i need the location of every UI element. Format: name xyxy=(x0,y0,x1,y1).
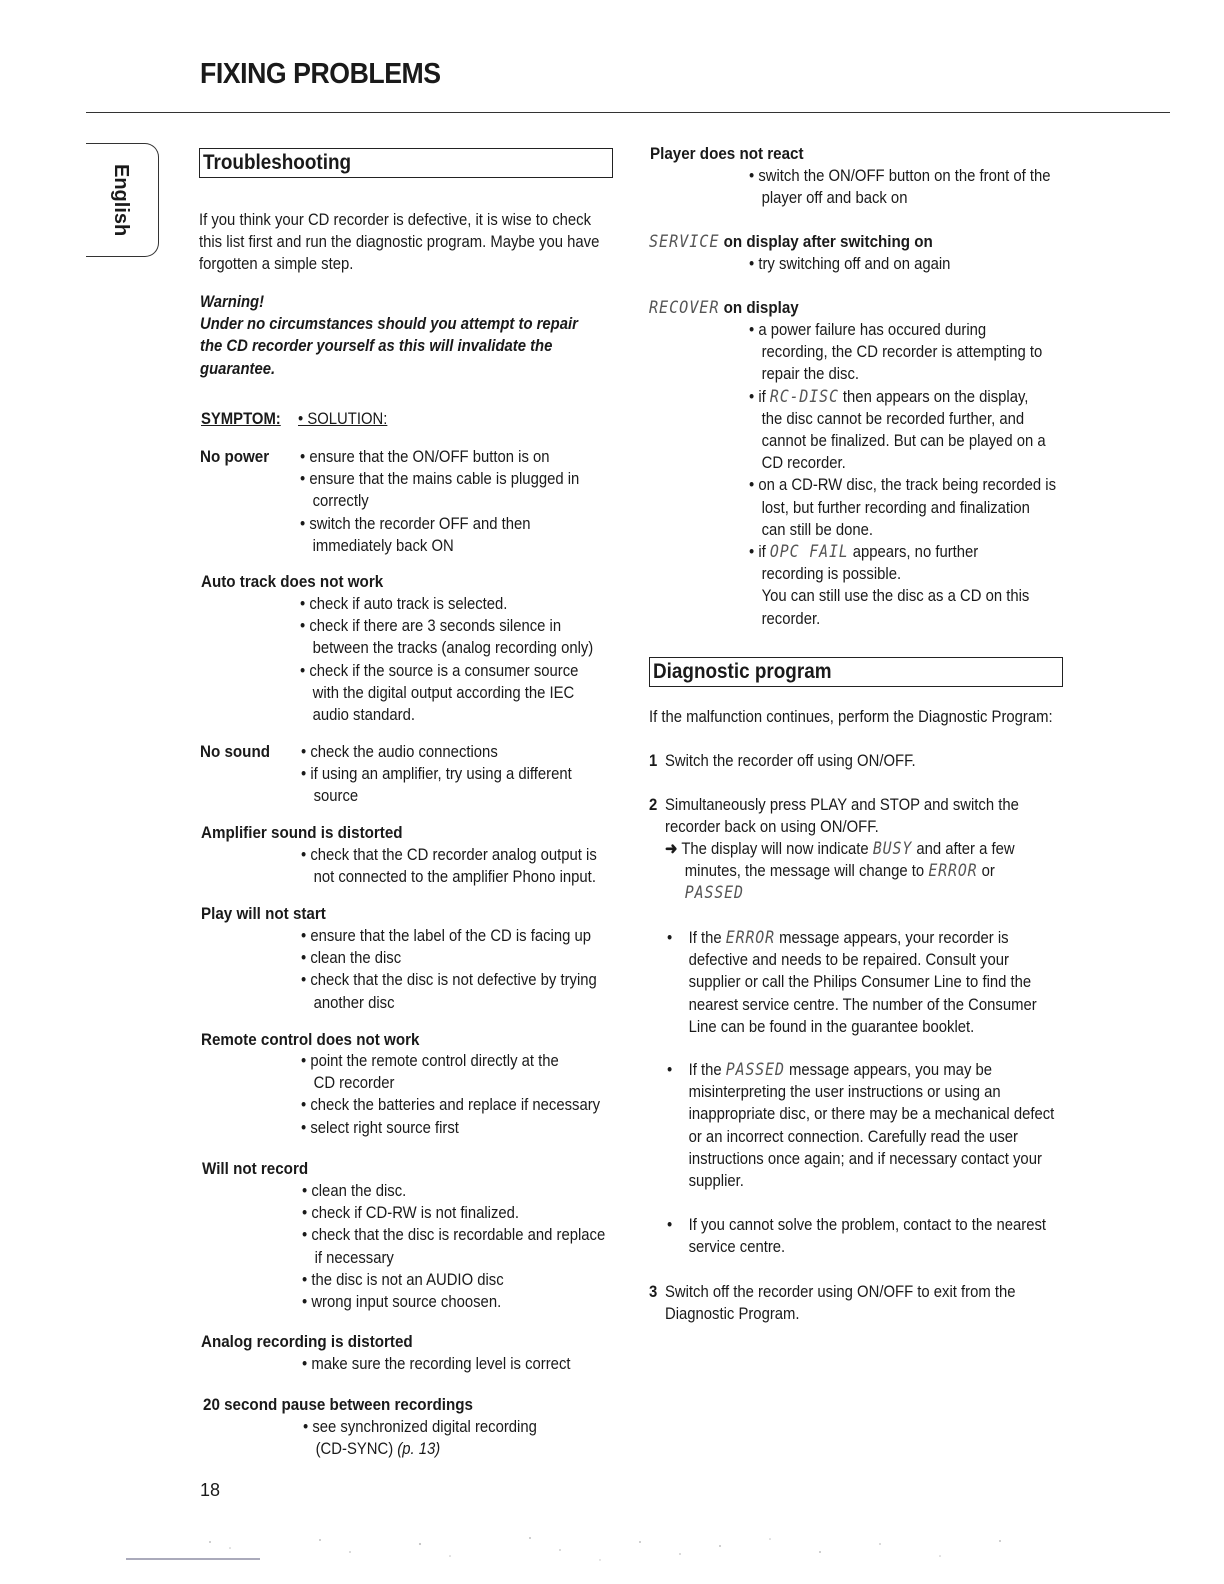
no-sound-solutions: • check the audio connections • if using an amplifier, try using a different source xyxy=(301,741,572,808)
step-1-number: 1 xyxy=(649,752,658,770)
pause-solutions: • see synchronized digital recording (CD-SYNC) (p. 13) xyxy=(303,1416,537,1460)
no-power-solutions: • ensure that the ON/OFF button is on • ensure that the mains cable is plugged in correctly • switch the recorder OFF and then immediately back ON xyxy=(300,446,579,557)
language-tab-label: English xyxy=(110,164,132,237)
remote-solutions: • point the remote control directly at the CD recorder • check the batteries and replace if necessary • select right source first xyxy=(301,1050,600,1139)
auto-track-solutions: • check if auto track is selected. • check if there are 3 seconds silence in between the tracks (analog recording only) • check if the source is a consumer source with the digital output according the IEC audio standard. xyxy=(300,593,593,726)
error-paragraph: • If the ERROR message appears, your recorder is defective and needs to be repaired. Consult your supplier or call the Philips Consumer Line to find the nearest service centre. The number of the Consumer Line can be found in the guarantee booklet. xyxy=(667,928,1037,1036)
play-solutions: • ensure that the label of the CD is facing up • clean the disc • check that the disc is not defective by trying another disc xyxy=(301,925,597,1014)
troubleshooting-heading: Troubleshooting xyxy=(199,148,613,178)
page-title: FIXING PROBLEMS xyxy=(200,58,441,90)
no-sound-title: No sound xyxy=(200,743,270,761)
player-solutions: • switch the ON/OFF button on the front of the player off and back on xyxy=(749,165,1051,209)
scan-noise xyxy=(120,1530,1050,1570)
amplifier-solutions: • check that the CD recorder analog output is not connected to the amplifier Phono input. xyxy=(301,844,597,888)
solution-label: • SOLUTION: xyxy=(298,410,388,428)
step-3-number: 3 xyxy=(649,1283,658,1301)
amplifier-title: Amplifier sound is distorted xyxy=(201,824,403,842)
remote-title: Remote control does not work xyxy=(201,1031,420,1049)
service-solutions: • try switching off and on again xyxy=(749,253,950,275)
step-2-result: ➜ The display will now indicate BUSY and after a few minutes, the message will change to ERROR or PASSED xyxy=(665,839,1015,903)
warning-block: Warning! Under no circumstances should you attempt to repair the CD recorder yourself as this will invalidate the guarantee. xyxy=(200,293,578,378)
player-title: Player does not react xyxy=(650,145,804,163)
no-power-title: No power xyxy=(200,448,270,466)
service-title: SERVICE on display after switching on xyxy=(649,232,933,251)
step-1-text: Switch the recorder off using ON/OFF. xyxy=(665,752,916,770)
recover-solutions: • a power failure has occured during recording, the CD recorder is attempting to repair the disc. • if RC-DISC then appears on the display, the disc cannot be recorded further, and cannot be finalized. But can be played on a CD recorder. • on a CD-RW disc, the track being recorded is lost, but further recording and finalization can still be done. • if OPC FAIL appears, no further recording is possible. You can still use the disc as a CD on this recorder. xyxy=(749,319,1056,630)
cannot-solve-paragraph: • If you cannot solve the problem, contact to the nearest service centre. xyxy=(667,1216,1047,1257)
step-3-text: Switch off the recorder using ON/OFF to exit from the Diagnostic Program. xyxy=(665,1283,1016,1324)
symptom-label: SYMPTOM: xyxy=(201,410,281,428)
step-2-text: Simultaneously press PLAY and STOP and switch the recorder back on using ON/OFF. xyxy=(665,796,1019,837)
record-solutions: • clean the disc. • check if CD-RW is not finalized. • check that the disc is recordable and replace if necessary • the disc is not an AUDIO disc • wrong input source choosen. xyxy=(302,1180,605,1313)
play-title: Play will not start xyxy=(201,905,326,923)
step-2-number: 2 xyxy=(649,796,658,814)
analog-title: Analog recording is distorted xyxy=(201,1333,413,1351)
analog-solutions: • make sure the recording level is correct xyxy=(302,1353,570,1375)
auto-track-title: Auto track does not work xyxy=(201,573,384,591)
intro-paragraph: If you think your CD recorder is defective, it is wise to check this list first and run the diagnostic program. Maybe you have forgotten a simple step. xyxy=(199,211,600,274)
record-title: Will not record xyxy=(202,1160,309,1178)
arrow-icon: ➜ xyxy=(665,840,678,858)
pause-title: 20 second pause between recordings xyxy=(203,1396,473,1414)
page-number: 18 xyxy=(200,1480,221,1500)
header-rule xyxy=(86,112,1170,113)
diagnostic-heading: Diagnostic program xyxy=(649,657,1063,687)
passed-paragraph: • If the PASSED message appears, you may be misinterpreting the user instructions or using an inappropriate disc, or there may be a mechanical defect or an incorrect connection. Carefully read the user instructions once again; and if necessary contact your supplier. xyxy=(667,1060,1055,1191)
diagnostic-intro: If the malfunction continues, perform the Diagnostic Program: xyxy=(649,708,1053,726)
recover-title: RECOVER on display xyxy=(649,298,799,317)
